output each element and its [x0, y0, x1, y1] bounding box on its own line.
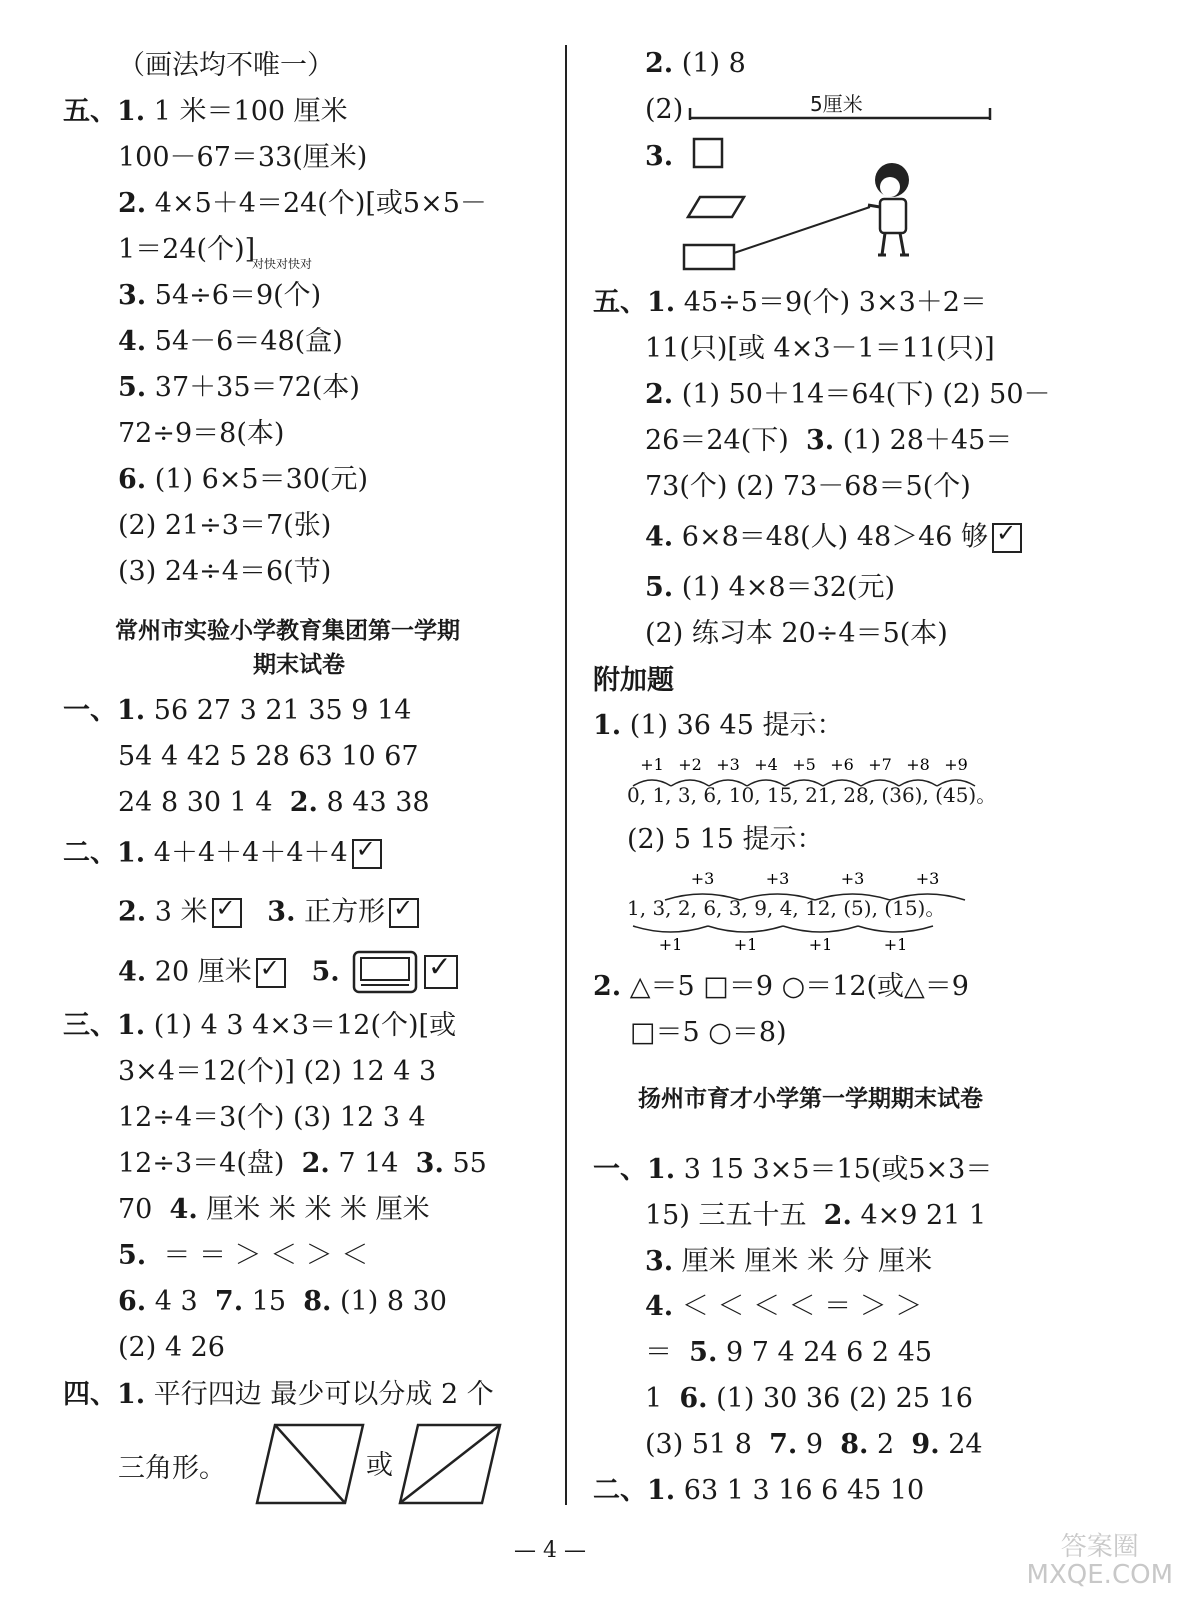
shapes-and-child-figure	[680, 135, 940, 275]
parallelogram-diagonal-figure	[255, 1422, 367, 1506]
sequence-step-label: +6	[830, 755, 854, 774]
answer-line: 4. 54－6＝48(盒)	[118, 326, 343, 357]
answer-line: 15) 三五十五 2. 4×9 21 1	[645, 1200, 987, 1231]
answer-line: 3.	[645, 141, 674, 172]
answer-line: (2) 5 15 提示：	[627, 824, 824, 855]
sequence-step-labels	[640, 755, 968, 774]
answer-line: 1＝24(个)]	[118, 234, 256, 265]
answer-line: 24 8 30 1 4 2. 8 43 38	[118, 787, 430, 818]
answer-line: 2. (1) 50＋14＝64(下) (2) 50－	[645, 379, 1051, 410]
sequence-step-label: +3	[840, 869, 865, 888]
parallelogram-diagonal-figure	[398, 1422, 502, 1506]
sequence-arc	[708, 926, 783, 932]
answer-line: 三角形。	[118, 1453, 226, 1484]
sequence-step-label: +3	[915, 869, 940, 888]
answer-line: (2) 练习本 20÷4＝5(本)	[645, 618, 948, 649]
checked-box	[352, 835, 382, 869]
sequence-step-label: +2	[678, 755, 702, 774]
answer-line: 72÷9＝8(本)	[118, 418, 285, 449]
answer-line: 3. 54÷6＝9(个)	[118, 280, 322, 311]
sequence-step-label: +7	[868, 755, 892, 774]
sequence-step-label: +3	[690, 869, 715, 888]
answer-line: 6. (1) 6×5＝30(元)	[118, 464, 369, 495]
answer-line: 二、1. 4＋4＋4＋4＋4 ✓	[63, 839, 382, 869]
answer-line: 12÷3＝4(盘) 2. 7 14 3. 55	[118, 1148, 487, 1179]
answer-line: 4. ＜ ＜ ＜ ＜ ＝ ＞ ＞	[645, 1291, 923, 1322]
section-title: 扬州市育才小学第一学期期末试卷	[638, 1086, 983, 1112]
or-label: 或	[366, 1450, 393, 1481]
sequence-step-label: +1	[733, 935, 758, 954]
answer-line: 1 6. (1) 30 36 (2) 25 16	[645, 1383, 973, 1414]
answer-line: 3×4＝12(个)] (2) 12 4 3	[118, 1056, 437, 1087]
answer-line: 二、1. 63 1 3 16 6 45 10	[593, 1475, 925, 1506]
bonus-heading: 附加题	[593, 665, 674, 696]
watermark: 答案圈 MXQE.COM	[1026, 1531, 1173, 1591]
answer-line: 1. (1) 36 45 提示：	[593, 710, 844, 741]
segment-label: 5厘米	[810, 92, 863, 116]
answer-line: 四、1. 平行四边 最少可以分成 2 个	[63, 1379, 494, 1410]
sequence-step-label: +8	[906, 755, 930, 774]
answer-line: 12÷4＝3(个) (3) 12 3 4	[118, 1102, 426, 1133]
drawing-note: （画法均不唯一）	[118, 50, 334, 81]
sequence-arc	[783, 926, 858, 932]
sequence-step-labels	[659, 935, 908, 954]
checked-box	[389, 894, 419, 928]
sequence-step-label: +4	[754, 755, 778, 774]
answer-line: 70 4. 厘米 米 米 米 厘米	[118, 1194, 430, 1225]
answer-line: (2) 4 26	[118, 1332, 225, 1363]
section-title: 期末试卷	[253, 652, 345, 678]
answer-line: 54 4 42 5 28 63 10 67	[118, 741, 419, 772]
sequence-step-label: +1	[640, 755, 664, 774]
page-number: — 4 —	[514, 1538, 586, 1563]
answer-line: 三、1. (1) 4 3 4×3＝12(个)[或	[63, 1010, 457, 1041]
sequence-step-label: +3	[716, 755, 740, 774]
answer-line: ＝ 5. 9 7 4 24 6 2 45	[645, 1337, 933, 1368]
checked-box	[424, 950, 458, 989]
answer-line: 一、1. 3 15 3×5＝15(或5×3＝	[593, 1154, 993, 1185]
answer-line: 6. 4 3 7. 15 8. (1) 8 30	[118, 1286, 447, 1317]
answer-line: 4. 6×8＝48(人) 48＞46 够 ✓	[645, 523, 1022, 553]
sequence-step-label: +3	[765, 869, 790, 888]
section-title: 常州市实验小学教育集团第一学期	[115, 618, 460, 644]
answer-line: 2. (1) 8	[645, 48, 746, 79]
check-icon: ✓	[259, 954, 280, 982]
check-icon: ✓	[355, 835, 376, 863]
answer-line: 2. 3 米 ✓ 3. 正方形 ✓	[118, 898, 419, 928]
sequence-values: 0, 1, 3, 6, 10, 15, 21, 28, (36), (45)。	[627, 783, 997, 807]
answer-line: 一、1. 56 27 3 21 35 9 14	[63, 695, 412, 726]
answer-line: 11(只)[或 4×3－1＝11(只)]	[645, 333, 995, 364]
answer-line: 5. ＝ ＝ ＞ ＜ ＞ ＜	[118, 1240, 369, 1271]
check-icon: ✓	[996, 519, 1017, 547]
answer-line: 4. 20 厘米 ✓ 5.	[118, 954, 340, 988]
check-icon: ✓	[393, 894, 414, 922]
answer-line: (3) 51 8 7. 9 8. 2 9. 24	[645, 1429, 983, 1460]
sequence-step-label: +1	[883, 935, 908, 954]
sequence-step-label: +1	[808, 935, 833, 954]
answer-line: 五、1. 45÷5＝9(个) 3×3＋2＝	[593, 287, 987, 318]
sequence-step-labels	[691, 869, 940, 888]
sequence-values: 1, 3, 2, 6, 3, 9, 4, 12, (5), (15)。	[627, 896, 946, 920]
check-icon: ✓	[428, 950, 452, 983]
check-mark-note: 对快对快对	[252, 257, 313, 271]
sequence-step-label: +5	[792, 755, 816, 774]
answer-line: 2. 4×5＋4＝24(个)[或5×5－	[118, 188, 487, 219]
answer-line: (2) 21÷3＝7(张)	[118, 510, 332, 541]
sequence-arc	[858, 926, 933, 932]
answer-line: 3. 厘米 厘米 米 分 厘米	[645, 1246, 933, 1277]
sequence-step-label: +9	[944, 755, 968, 774]
answer-line: (2)	[645, 94, 684, 125]
answer-line: 26＝24(下) 3. (1) 28＋45＝	[645, 425, 1013, 456]
column-divider	[565, 45, 567, 1505]
sequence-step-label: +1	[658, 935, 683, 954]
answer-line: 5. 37＋35＝72(本)	[118, 372, 360, 403]
check-icon: ✓	[215, 894, 236, 922]
checked-box	[992, 519, 1022, 553]
answer-line: □＝5 ○＝8)	[630, 1017, 787, 1048]
checked-box	[256, 954, 286, 988]
answer-line: 2. △＝5 □＝9 ○＝12(或△＝9	[593, 971, 969, 1002]
answer-line: 73(个) (2) 73－68＝5(个)	[645, 471, 971, 502]
tv-icon	[352, 950, 418, 994]
answer-line: 100－67＝33(厘米)	[118, 142, 368, 173]
sequence-arc	[633, 926, 708, 932]
answer-line: 5. (1) 4×8＝32(元)	[645, 572, 896, 603]
checked-box	[212, 894, 242, 928]
answer-line: (3) 24÷4＝6(节)	[118, 556, 332, 587]
answer-line: 五、1. 1 米＝100 厘米	[63, 96, 348, 127]
